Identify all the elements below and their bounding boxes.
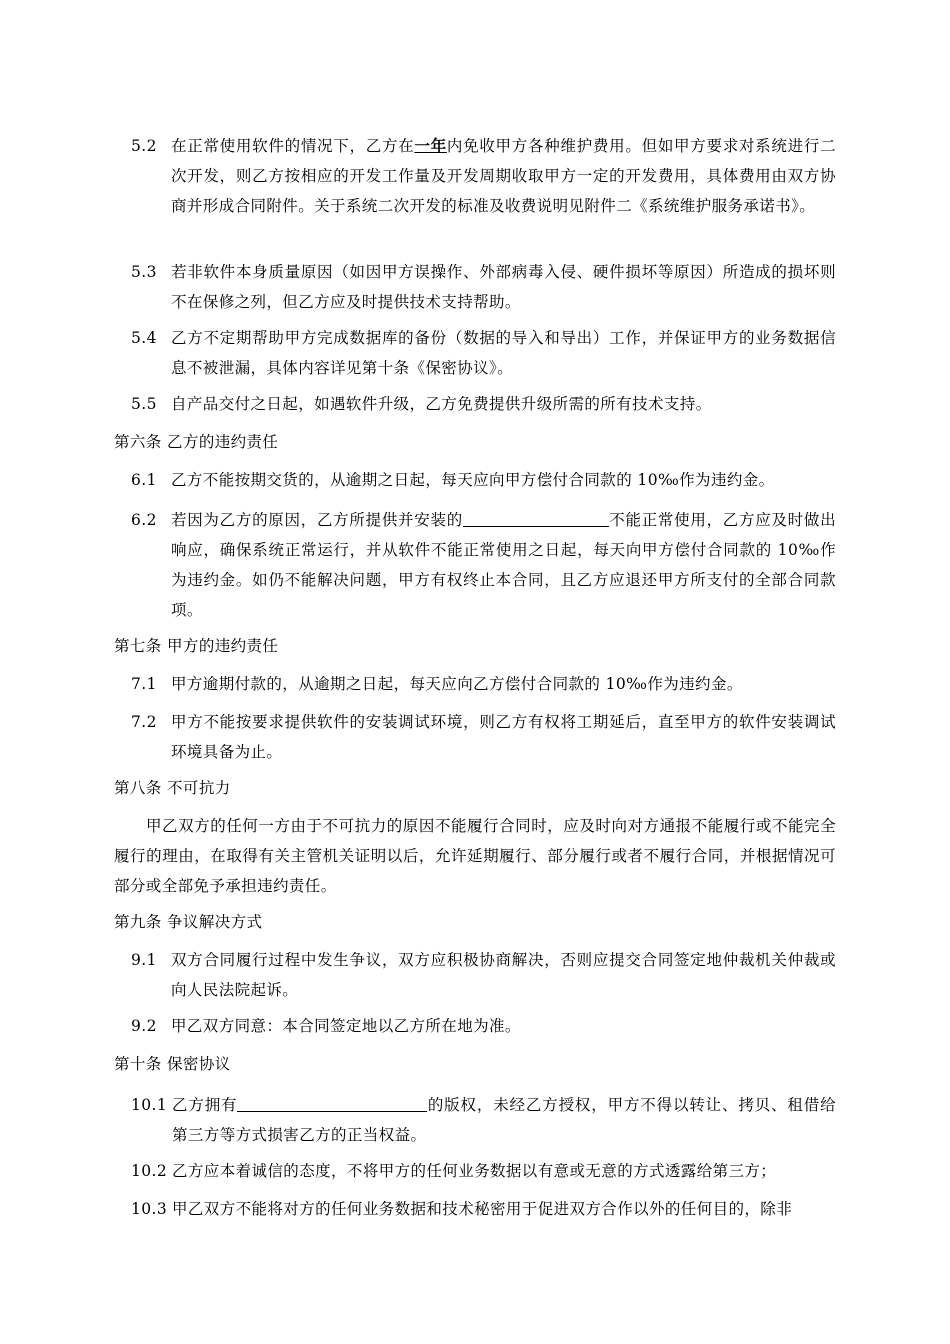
clause-number: 10.3 bbox=[131, 1200, 168, 1218]
article-8-heading: 第八条 不可抗力 bbox=[114, 779, 231, 797]
clause-text: 双方合同履行过程中发生争议，双方应积极协商解决，否则应提交合同签定地仲裁机关仲裁或向人民法院起诉。 bbox=[171, 951, 836, 999]
clause-text: 乙方拥有 的版权，未经乙方授权，甲方不得以转让、拷贝、租借给第三方等方式损害乙方的正当权益。 bbox=[172, 1096, 836, 1144]
clause-number: 9.1 bbox=[131, 951, 157, 969]
article-10-heading: 第十条 保密协议 bbox=[114, 1055, 231, 1073]
clause-text: 乙方不定期帮助甲方完成数据库的备份（数据的导入和导出）工作，并保证甲方的业务数据信息不被泄漏，具体内容详见第十条《保密协议》。 bbox=[171, 329, 836, 377]
clause-text: 在正常使用软件的情况下，乙方在一年内免收甲方各种维护费用。但如甲方要求对系统进行二次开发，则乙方按相应的开发工作量及开发周期收取甲方一定的开发费用，具体费用由双方协商并形成合同附件。关于系统二次开发的标准及收费说明见附件二《系统维护服务承诺书》。 bbox=[171, 136, 836, 215]
clause-number: 10.1 bbox=[131, 1096, 168, 1114]
clause-9-1 bbox=[131, 945, 836, 1005]
clause-7-2 bbox=[131, 707, 836, 767]
clause-number: 9.2 bbox=[131, 1017, 157, 1035]
clause-text: 甲方逾期付款的，从逾期之日起，每天应向乙方偿付合同款的 10‰作为违约金。 bbox=[171, 675, 743, 693]
fill-in-blank bbox=[463, 510, 609, 527]
clause-text: 若非软件本身质量原因（如因甲方误操作、外部病毒入侵、硬件损坏等原因）所造成的损坏则不在保修之列，但乙方应及时提供技术支持帮助。 bbox=[171, 263, 836, 311]
clause-text: 乙方不能按期交货的，从逾期之日起，每天应向甲方偿付合同款的 10‰作为违约金。 bbox=[171, 471, 775, 489]
clause-text: 乙方应本着诚信的态度，不将甲方的任何业务数据以有意或无意的方式透露给第三方； bbox=[172, 1162, 777, 1180]
clause-number: 5.2 bbox=[131, 137, 157, 155]
clause-number: 5.4 bbox=[131, 329, 157, 347]
clause-10-3 bbox=[131, 1194, 836, 1224]
clause-text: 甲乙双方同意：本合同签定地以乙方所在地为准。 bbox=[171, 1017, 521, 1035]
clause-6-2 bbox=[131, 505, 836, 625]
clause-text: 若因为乙方的原因，乙方所提供并安装的 不能正常使用，乙方应及时做出响应，确保系统正常运行，并从软件不能正常使用之日起，每天向甲方偿付合同款的 10‰作为违约金。如仍不能解决问题，甲方有权终止本合同，且乙方应退还甲方所支付的全部合同款项。 bbox=[171, 511, 836, 619]
emphasis-term: 一年 bbox=[414, 136, 447, 155]
clause-number: 10.2 bbox=[131, 1162, 168, 1180]
article-6-heading: 第六条 乙方的违约责任 bbox=[114, 433, 279, 451]
clause-number: 7.1 bbox=[131, 675, 157, 693]
clause-text: 自产品交付之日起，如遇软件升级，乙方免费提供升级所需的所有技术支持。 bbox=[171, 395, 712, 413]
clause-10-1 bbox=[131, 1090, 836, 1150]
clause-7-1 bbox=[131, 669, 836, 699]
clause-number: 5.5 bbox=[131, 395, 157, 413]
clause-5-5 bbox=[131, 389, 836, 419]
article-9-heading: 第九条 争议解决方式 bbox=[114, 913, 263, 931]
clause-6-1 bbox=[131, 465, 836, 495]
article-8-paragraph: 甲乙双方的任何一方由于不可抗力的原因不能履行合同时，应及时向对方通报不能履行或不能完全履行的理由，在取得有关主管机关证明以后，允许延期履行、部分履行或者不履行合同，并根据情况可部分或全部免予承担违约责任。 bbox=[114, 817, 836, 895]
clause-9-2 bbox=[131, 1011, 836, 1041]
clause-5-3 bbox=[131, 257, 836, 317]
clause-number: 5.3 bbox=[131, 263, 157, 281]
clause-10-2 bbox=[131, 1156, 836, 1186]
article-7-heading: 第七条 甲方的违约责任 bbox=[114, 637, 279, 655]
clause-5-4 bbox=[131, 323, 836, 383]
fill-in-blank bbox=[237, 1095, 427, 1112]
clause-text: 甲乙双方不能将对方的任何业务数据和技术秘密用于促进双方合作以外的任何目的，除非 bbox=[172, 1200, 793, 1218]
clause-number: 7.2 bbox=[131, 713, 157, 731]
clause-number: 6.2 bbox=[131, 511, 157, 529]
clause-5-2 bbox=[131, 131, 836, 221]
clause-number: 6.1 bbox=[131, 471, 157, 489]
clause-text: 甲方不能按要求提供软件的安装调试环境，则乙方有权将工期延后，直至甲方的软件安装调试环境具备为止。 bbox=[171, 713, 836, 761]
